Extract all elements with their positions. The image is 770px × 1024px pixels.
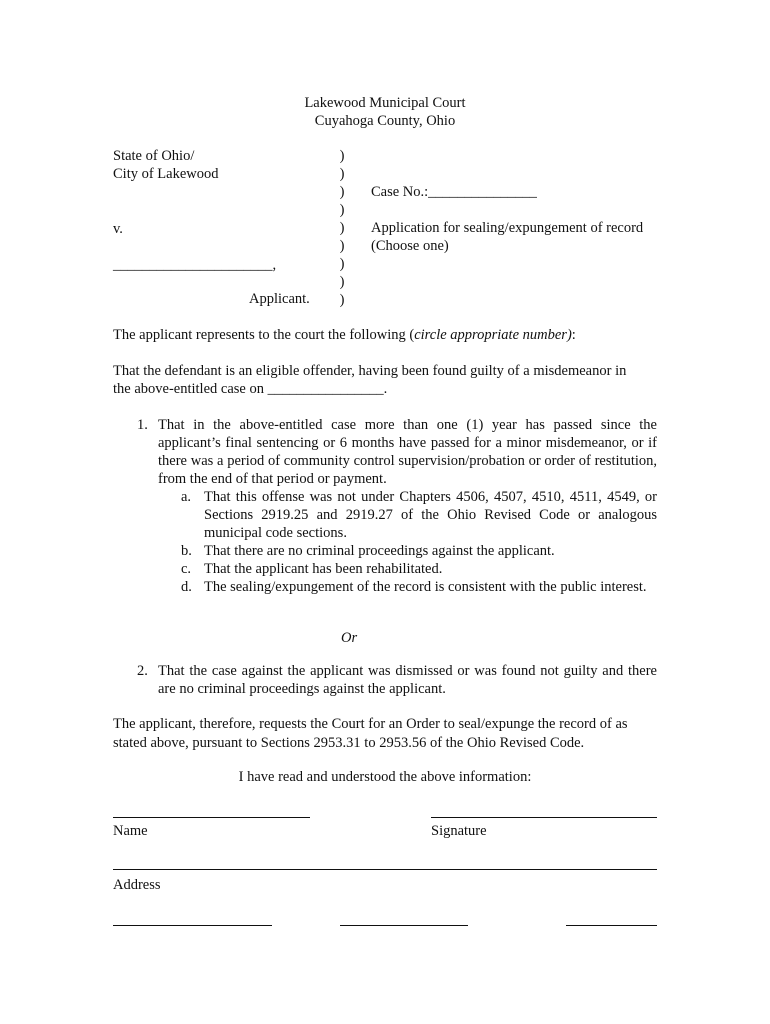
item-2-text: That the case against the applicant was dismissed or was found not guilty and there are no criminal proceedings against the applicant. xyxy=(158,663,657,697)
intro-tail: : xyxy=(571,327,576,343)
sub-b-text: That there are no criminal proceedings against the applicant. xyxy=(204,543,555,559)
paren: ) xyxy=(339,148,345,164)
application-title: Application for sealing/expungement of record xyxy=(371,220,644,236)
blank-line-3 xyxy=(566,925,657,926)
eligible-line-1: That the defendant is an eligible offender, having been found guilty of a misdemeanor in xyxy=(113,363,627,379)
request-line-2: stated above, pursuant to Sections 2953.31 to 2953.56 of the Ohio Revised Code. xyxy=(113,735,585,751)
item-1-number: 1. xyxy=(137,417,148,433)
signature-label: Signature xyxy=(431,823,487,839)
intro-statement xyxy=(113,326,576,344)
acknowledgement: I have read and understood the above information: xyxy=(238,769,532,785)
plaintiff-line-1: State of Ohio/ xyxy=(113,148,195,164)
signature-line xyxy=(431,817,657,818)
paren: ) xyxy=(339,274,345,290)
sub-d-text: The sealing/expungement of the record is consistent with the public interest. xyxy=(204,579,647,595)
defendant-name-blank: ______________________, xyxy=(113,257,277,273)
paren: ) xyxy=(339,292,345,308)
sub-b-letter: b. xyxy=(181,543,192,559)
address-line xyxy=(113,869,657,870)
sub-a-letter: a. xyxy=(181,489,192,505)
paren: ) xyxy=(339,256,345,272)
county-name: Cuyahoga County, Ohio xyxy=(314,113,456,129)
sub-d-letter: d. xyxy=(181,579,192,595)
choose-one-note: (Choose one) xyxy=(371,238,449,254)
court-name: Lakewood Municipal Court xyxy=(304,95,466,111)
case-number-field: Case No.:_______________ xyxy=(371,184,537,200)
sub-c-letter: c. xyxy=(181,561,192,577)
paren: ) xyxy=(339,220,345,236)
intro-italic: circle appropriate number) xyxy=(414,327,572,343)
blank-line-2 xyxy=(340,925,468,926)
caption-parentheses xyxy=(337,147,347,309)
versus-label: v. xyxy=(113,221,123,237)
paren: ) xyxy=(339,184,345,200)
paren: ) xyxy=(339,166,345,182)
item-2-number: 2. xyxy=(137,663,148,679)
name-label: Name xyxy=(113,823,148,839)
name-line xyxy=(113,817,310,818)
sub-c-text: That the applicant has been rehabilitated. xyxy=(204,561,443,577)
eligible-line-2: the above-entitled case on ________________. xyxy=(113,381,388,397)
paren: ) xyxy=(339,202,345,218)
plaintiff-line-2: City of Lakewood xyxy=(113,166,219,182)
sub-a-text: That this offense was not under Chapters 4506, 4507, 4510, 4511, 4549, or Sections 2919.25 and 2919.27 of the Ohio Revised Code or analogous municipal code sections. xyxy=(204,489,657,541)
applicant-label: Applicant. xyxy=(249,291,310,307)
request-line-1: The applicant, therefore, requests the Court for an Order to seal/expunge the record of as xyxy=(113,716,628,732)
blank-line-1 xyxy=(113,925,272,926)
paren: ) xyxy=(339,238,345,254)
intro-lead: The applicant represents to the court the following ( xyxy=(113,327,415,343)
item-1-text: That in the above-entitled case more than one (1) year has passed since the applicant’s final sentencing or 6 months have passed for a minor misdemeanor, or if there was a period of community control supervision/probation or order of restitution, from the end of that period or payment. xyxy=(158,417,657,487)
address-label: Address xyxy=(113,877,161,893)
or-separator: Or xyxy=(341,630,358,646)
